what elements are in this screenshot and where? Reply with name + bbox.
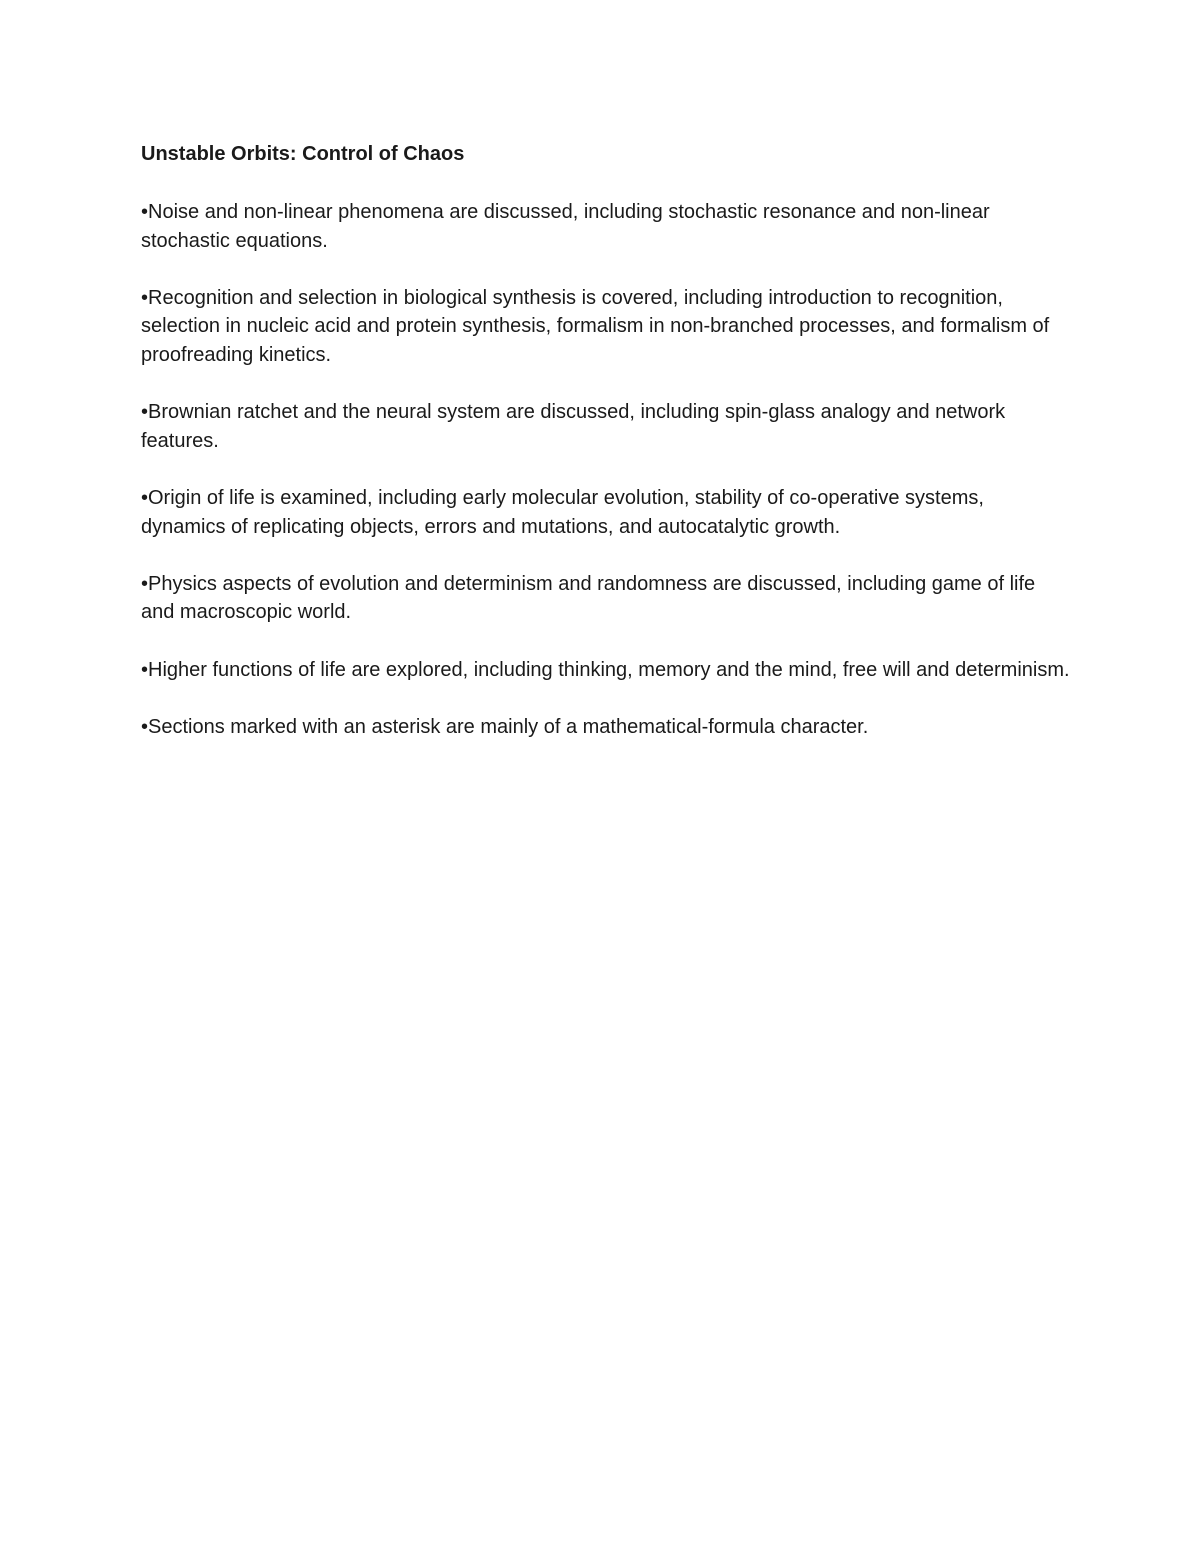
bullet-brownian-ratchet: •Brownian ratchet and the neural system are discussed, including spin-glass analogy and network features. — [141, 401, 1006, 452]
document-title: Unstable Orbits: Control of Chaos — [141, 143, 465, 165]
bullet-noise: •Noise and non-linear phenomena are discussed, including stochastic resonance and non-linear stochastic equations. — [141, 201, 990, 252]
bullet-origin-of-life: •Origin of life is examined, including early molecular evolution, stability of co-operative systems, dynamics of replicating objects, errors and mutations, and autocatalytic growth. — [141, 486, 984, 538]
document-body — [141, 140, 1071, 770]
bullet-higher-functions: •Higher functions of life are explored, including thinking, memory and the mind, free will and determinism. — [141, 658, 1070, 681]
bullet-asterisk-sections: •Sections marked with an asterisk are mainly of a mathematical-formula character. — [141, 715, 869, 738]
bullet-physics-aspects: •Physics aspects of evolution and determinism and randomness are discussed, including game of life and macroscopic world. — [141, 572, 1036, 624]
bullet-recognition: •Recognition and selection in biological synthesis is covered, including introduction to recognition, selection in nucleic acid and protein synthesis, formalism in non-branched processes, and formalism of proofreading kinetics. — [141, 286, 1050, 366]
